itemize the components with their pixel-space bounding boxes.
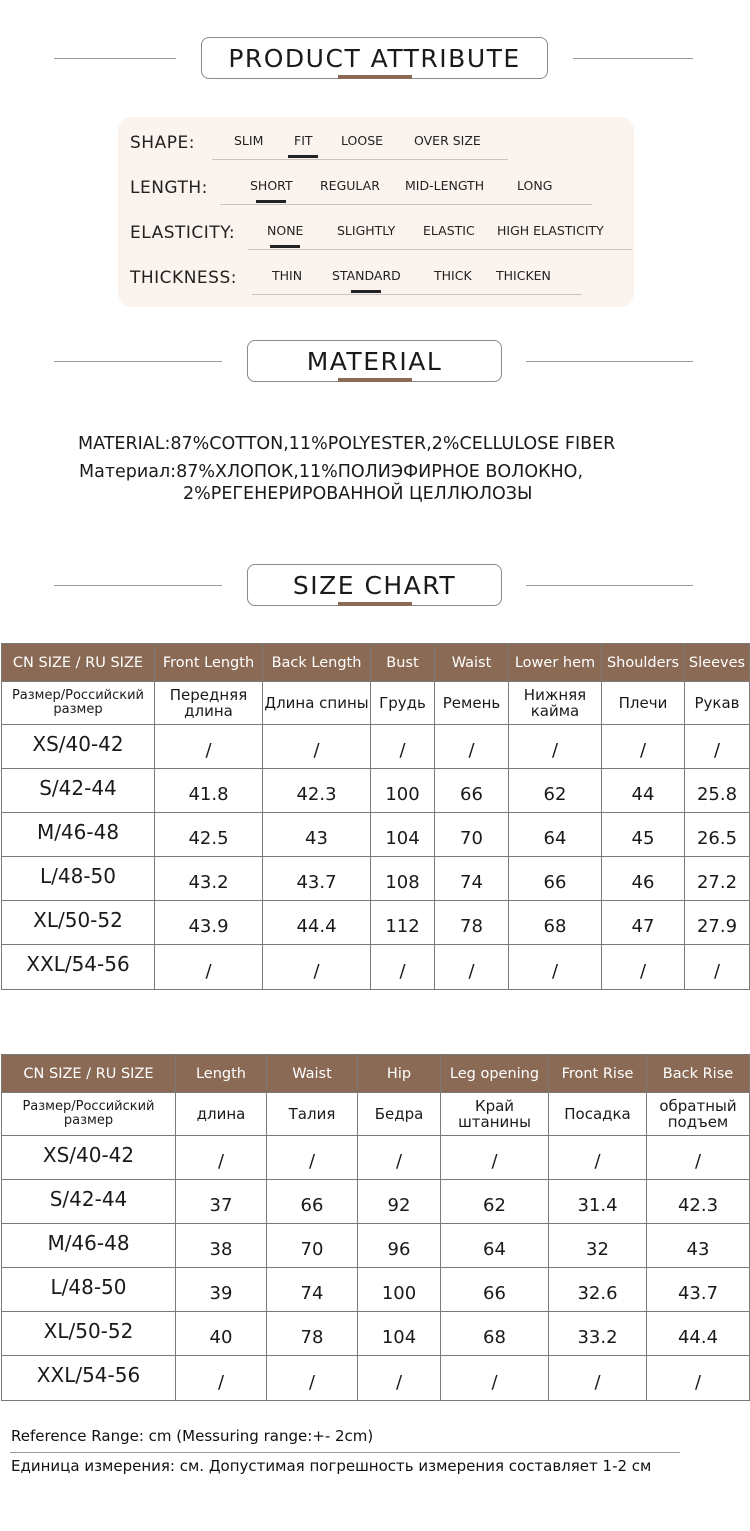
size-table-tops <box>1 643 750 990</box>
value-cell: 39 <box>176 1268 267 1312</box>
value-cell: / <box>371 725 435 769</box>
value-cell: / <box>549 1356 647 1401</box>
value-cell: / <box>509 725 602 769</box>
attribute-label: THICKNESS: <box>130 268 237 288</box>
header-cell: Waist <box>267 1055 358 1093</box>
heading-pill <box>247 564 502 606</box>
ru-header-cell: Плечи <box>602 682 685 725</box>
table-ru-header-row <box>2 682 750 725</box>
value-cell: 62 <box>441 1180 549 1224</box>
heading-accent <box>338 602 412 606</box>
value-cell: / <box>435 945 509 990</box>
value-cell: 104 <box>358 1312 441 1356</box>
table-header-row <box>2 644 750 682</box>
option-long: LONG <box>517 178 553 193</box>
header-cell: Bust <box>371 644 435 682</box>
table-row <box>2 1356 750 1401</box>
attribute-options <box>248 215 632 251</box>
value-cell: 26.5 <box>685 813 750 857</box>
value-cell: / <box>358 1136 441 1180</box>
header-cell: Sleeves <box>685 644 750 682</box>
heading-title: PRODUCT ATTRIBUTE <box>228 43 521 73</box>
value-cell: 64 <box>441 1224 549 1268</box>
material-en <box>78 434 615 454</box>
table-header-row <box>2 1055 750 1093</box>
size-cell: L/48-50 <box>2 1268 176 1312</box>
header-cell: Waist <box>435 644 509 682</box>
attribute-options <box>252 260 582 296</box>
size-cell: XL/50-52 <box>2 901 155 945</box>
value-cell: 78 <box>435 901 509 945</box>
ru-header-cell: Край штанины <box>441 1093 549 1136</box>
reference-note-ru: Единица измерения: см. Допустимая погрешность измерения составляет 1-2 см <box>11 1457 652 1475</box>
ru-header-cell: Нижняя кайма <box>509 682 602 725</box>
option-fit-selected: FIT <box>294 133 313 148</box>
value-cell: 96 <box>358 1224 441 1268</box>
header-cell: CN SIZE / RU SIZE <box>2 1055 176 1093</box>
material-ru-label: Материал: <box>79 462 177 482</box>
value-cell: 43.2 <box>155 857 263 901</box>
attribute-row-elasticity <box>130 215 604 251</box>
value-cell: 47 <box>602 901 685 945</box>
material-ru-value-line2: 2%РЕГЕНЕРИРОВАННОЙ ЦЕЛЛЮЛОЗЫ <box>183 484 533 504</box>
options-baseline <box>220 204 592 205</box>
table-row <box>2 945 750 990</box>
size-chart-heading <box>0 564 750 608</box>
value-cell: 38 <box>176 1224 267 1268</box>
attribute-label: LENGTH: <box>130 178 208 198</box>
value-cell: / <box>549 1136 647 1180</box>
value-cell: 100 <box>371 769 435 813</box>
value-cell: / <box>176 1136 267 1180</box>
value-cell: / <box>263 945 371 990</box>
value-cell: 64 <box>509 813 602 857</box>
heading-pill <box>247 340 502 382</box>
value-cell: / <box>155 725 263 769</box>
value-cell: 43.7 <box>263 857 371 901</box>
value-cell: 43 <box>647 1224 750 1268</box>
option-thin: THIN <box>272 268 303 283</box>
size-cell: M/46-48 <box>2 1224 176 1268</box>
attribute-row-length <box>130 170 553 206</box>
table-row <box>2 1136 750 1180</box>
value-cell: 74 <box>267 1268 358 1312</box>
size-cell: S/42-44 <box>2 1180 176 1224</box>
table-row <box>2 1224 750 1268</box>
option-none-selected: NONE <box>267 223 304 238</box>
value-cell: 66 <box>267 1180 358 1224</box>
value-cell: / <box>647 1356 750 1401</box>
attribute-options <box>220 170 592 206</box>
value-cell: 32 <box>549 1224 647 1268</box>
value-cell: 44.4 <box>647 1312 750 1356</box>
value-cell: 92 <box>358 1180 441 1224</box>
value-cell: 68 <box>441 1312 549 1356</box>
value-cell: 44.4 <box>263 901 371 945</box>
value-cell: / <box>358 1356 441 1401</box>
header-cell: Length <box>176 1055 267 1093</box>
value-cell: 68 <box>509 901 602 945</box>
value-cell: 33.2 <box>549 1312 647 1356</box>
value-cell: 27.9 <box>685 901 750 945</box>
ru-header-cell: Передняя длина <box>155 682 263 725</box>
header-cell: Back Length <box>263 644 371 682</box>
value-cell: / <box>602 725 685 769</box>
value-cell: 74 <box>435 857 509 901</box>
value-cell: / <box>371 945 435 990</box>
options-baseline <box>248 249 632 250</box>
value-cell: 32.6 <box>549 1268 647 1312</box>
heading-divider-left <box>54 585 222 586</box>
value-cell: 70 <box>267 1224 358 1268</box>
attribute-row-shape <box>130 125 481 161</box>
value-cell: 42.3 <box>263 769 371 813</box>
value-cell: / <box>441 1136 549 1180</box>
option-thick: THICK <box>434 268 472 283</box>
value-cell: / <box>602 945 685 990</box>
size-cell: S/42-44 <box>2 769 155 813</box>
reference-divider <box>10 1452 680 1453</box>
value-cell: 42.5 <box>155 813 263 857</box>
value-cell: / <box>435 725 509 769</box>
value-cell: 42.3 <box>647 1180 750 1224</box>
value-cell: / <box>155 945 263 990</box>
option-high-elasticity: HIGH ELASTICITY <box>497 223 604 238</box>
ru-header-cell: длина <box>176 1093 267 1136</box>
heading-divider-left <box>54 58 176 59</box>
material-heading <box>0 340 750 384</box>
header-cell: Shoulders <box>602 644 685 682</box>
value-cell: 62 <box>509 769 602 813</box>
ru-header-cell: Ремень <box>435 682 509 725</box>
value-cell: 104 <box>371 813 435 857</box>
heading-pill <box>201 37 548 79</box>
material-ru-line2 <box>183 484 532 504</box>
option-mid-length: MID-LENGTH <box>405 178 485 193</box>
table-row <box>2 857 750 901</box>
heading-divider-right <box>573 58 693 59</box>
material-en-value: 87%COTTON,11%POLYESTER,2%CELLULOSE FIBER <box>170 434 616 454</box>
option-slim: SLIM <box>234 133 264 148</box>
heading-title: MATERIAL <box>306 346 443 376</box>
ru-header-cell: Талия <box>267 1093 358 1136</box>
value-cell: 45 <box>602 813 685 857</box>
size-cell: XL/50-52 <box>2 1312 176 1356</box>
value-cell: 108 <box>371 857 435 901</box>
value-cell: / <box>263 725 371 769</box>
value-cell: 46 <box>602 857 685 901</box>
reference-note-en: Reference Range: cm (Messuring range:+- 2cm) <box>11 1427 374 1445</box>
ru-header-cell: обратный подъем <box>647 1093 750 1136</box>
option-thicken: THICKEN <box>496 268 551 283</box>
value-cell: 25.8 <box>685 769 750 813</box>
heading-divider-right <box>526 361 693 362</box>
material-ru-value-line1: 87%ХЛОПОК,11%ПОЛИЭФИРНОЕ ВОЛОКНО, <box>176 462 584 482</box>
table-ru-header-row <box>2 1093 750 1136</box>
attribute-row-thickness <box>130 260 551 296</box>
header-cell: CN SIZE / RU SIZE <box>2 644 155 682</box>
header-cell: Back Rise <box>647 1055 750 1093</box>
attribute-label: ELASTICITY: <box>130 223 236 243</box>
option-slightly: SLIGHTLY <box>337 223 396 238</box>
ru-header-cell: Бедра <box>358 1093 441 1136</box>
material-en-label: MATERIAL: <box>78 434 171 454</box>
value-cell: / <box>509 945 602 990</box>
value-cell: 66 <box>435 769 509 813</box>
attribute-panel <box>118 117 634 307</box>
table-row <box>2 1180 750 1224</box>
value-cell: / <box>267 1136 358 1180</box>
material-ru <box>79 462 583 482</box>
value-cell: 70 <box>435 813 509 857</box>
option-loose: LOOSE <box>341 133 384 148</box>
table-row <box>2 813 750 857</box>
header-cell: Leg opening <box>441 1055 549 1093</box>
value-cell: / <box>176 1356 267 1401</box>
heading-divider-left <box>54 361 222 362</box>
value-cell: 78 <box>267 1312 358 1356</box>
value-cell: / <box>685 725 750 769</box>
value-cell: 66 <box>441 1268 549 1312</box>
value-cell: 66 <box>509 857 602 901</box>
size-cell: XXL/54-56 <box>2 945 155 990</box>
value-cell: / <box>441 1356 549 1401</box>
options-baseline <box>252 294 582 295</box>
value-cell: 27.2 <box>685 857 750 901</box>
table-row <box>2 769 750 813</box>
header-cell: Front Rise <box>549 1055 647 1093</box>
size-cell: XXL/54-56 <box>2 1356 176 1401</box>
table-row <box>2 1268 750 1312</box>
attribute-label: SHAPE: <box>130 133 195 153</box>
ru-header-cell: Грудь <box>371 682 435 725</box>
ru-header-cell: Длина спины <box>263 682 371 725</box>
header-cell: Lower hem <box>509 644 602 682</box>
value-cell: 37 <box>176 1180 267 1224</box>
table-row <box>2 1312 750 1356</box>
value-cell: 31.4 <box>549 1180 647 1224</box>
value-cell: / <box>685 945 750 990</box>
ru-header-cell: Размер/Российский размер <box>2 682 155 725</box>
value-cell: 41.8 <box>155 769 263 813</box>
table-row <box>2 901 750 945</box>
value-cell: 43 <box>263 813 371 857</box>
size-cell: XS/40-42 <box>2 725 155 769</box>
value-cell: 43.7 <box>647 1268 750 1312</box>
heading-accent <box>338 378 412 382</box>
value-cell: / <box>267 1356 358 1401</box>
option-over-size: OVER SIZE <box>414 133 481 148</box>
product-attribute-heading <box>0 37 750 81</box>
option-short-selected: SHORT <box>250 178 293 193</box>
ru-header-cell: Посадка <box>549 1093 647 1136</box>
value-cell: 100 <box>358 1268 441 1312</box>
options-baseline <box>212 159 508 160</box>
attribute-options <box>212 125 508 161</box>
size-cell: L/48-50 <box>2 857 155 901</box>
table-row <box>2 725 750 769</box>
value-cell: 44 <box>602 769 685 813</box>
value-cell: / <box>647 1136 750 1180</box>
option-standard-selected: STANDARD <box>332 268 401 283</box>
size-table-bottoms <box>1 1054 750 1401</box>
size-cell: M/46-48 <box>2 813 155 857</box>
ru-header-cell: Размер/Российский размер <box>2 1093 176 1136</box>
value-cell: 43.9 <box>155 901 263 945</box>
option-regular: REGULAR <box>320 178 380 193</box>
heading-divider-right <box>526 585 693 586</box>
header-cell: Front Length <box>155 644 263 682</box>
heading-title: SIZE CHART <box>292 570 457 600</box>
size-cell: XS/40-42 <box>2 1136 176 1180</box>
header-cell: Hip <box>358 1055 441 1093</box>
heading-accent <box>338 75 412 79</box>
option-elastic: ELASTIC <box>423 223 475 238</box>
value-cell: 40 <box>176 1312 267 1356</box>
value-cell: 112 <box>371 901 435 945</box>
ru-header-cell: Рукав <box>685 682 750 725</box>
